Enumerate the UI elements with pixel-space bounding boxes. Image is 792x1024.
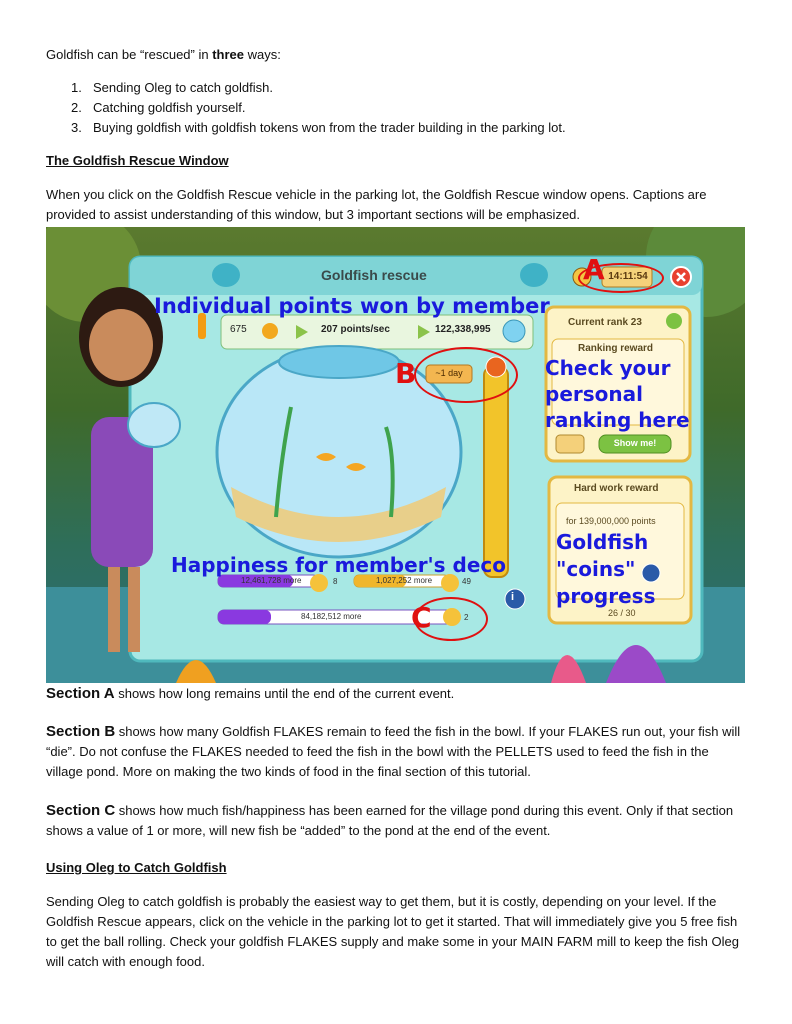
shell-icon bbox=[212, 263, 240, 287]
game-window-title: Goldfish rescue bbox=[321, 267, 427, 283]
list-text: Buying goldfish with goldfish tokens won from the trader building in the parking lot. bbox=[93, 120, 566, 135]
list-number: 3. bbox=[71, 120, 82, 135]
annotation-goldfish-coins: Goldfish "coins" progress bbox=[556, 530, 656, 608]
section-heading-rescue-window: The Goldfish Rescue Window bbox=[46, 153, 229, 168]
list-text: Sending Oleg to catch goldfish. bbox=[93, 80, 273, 95]
annotation-happiness: Happiness for member's deco bbox=[171, 553, 507, 577]
list-item bbox=[46, 98, 566, 118]
ways-list bbox=[46, 78, 566, 138]
section-c-text: shows how much fish/happiness has been earned for the village pond during this event. Only if that section shows a value of 1 or more, will new fish be “added” to the pond at the end of the event. bbox=[46, 803, 734, 838]
annotation-check-ranking: Check your personal ranking here bbox=[545, 356, 690, 432]
section-a-paragraph bbox=[46, 684, 746, 704]
girl-face bbox=[89, 309, 153, 381]
bowl-rim bbox=[279, 346, 399, 378]
info-mark: i bbox=[511, 591, 515, 603]
game-screenshot bbox=[46, 227, 745, 683]
happiness-bar-1-count: 8 bbox=[333, 577, 338, 586]
ranking-list-button[interactable] bbox=[556, 435, 584, 453]
rescue-window-paragraph: When you click on the Goldfish Rescue vehicle in the parking lot, the Goldfish Rescue window opens. Captions are provided to assist understanding of this window, but 3 important sections will be emphasized. bbox=[46, 187, 707, 222]
label-a: A bbox=[583, 253, 605, 286]
oleg-paragraph: Sending Oleg to catch goldfish is probably the easiest way to get them, but it is costly, depending on your level. If the Goldfish Rescue appears, click on the vehicle in the parking lot to get it started. That will immediately give you 5 free fish to get the ball rolling. Check your goldfish FLAKES supply and make some in your MAIN FARM mill to keep the fish Oleg will catch with enough food. bbox=[46, 894, 739, 969]
section-c-paragraph bbox=[46, 801, 746, 841]
pond-bar-count: 2 bbox=[464, 613, 469, 622]
happiness-bar-2-text: 1,027,252 more bbox=[376, 576, 433, 585]
annotation-individual-points: Individual points won by member bbox=[154, 294, 550, 318]
girl-leg bbox=[128, 567, 140, 652]
section-heading-oleg: Using Oleg to Catch Goldfish bbox=[46, 860, 227, 875]
highlight-b bbox=[414, 347, 518, 403]
section-c-label: Section C bbox=[46, 802, 116, 819]
list-text: Catching goldfish yourself. bbox=[93, 100, 246, 115]
stat-rate: 207 points/sec bbox=[321, 324, 390, 335]
hard-work-points: for 139,000,000 points bbox=[566, 516, 656, 526]
ranking-refresh-icon[interactable] bbox=[666, 313, 682, 329]
intro-prefix: Goldfish can be “rescued” in bbox=[46, 47, 213, 62]
current-rank: Current rank 23 bbox=[568, 317, 642, 328]
show-me-label[interactable]: Show me! bbox=[613, 438, 657, 448]
section-b-text: shows how many Goldfish FLAKES remain to feed the fish in the bowl. If your FLAKES run out, your fish will “die”. Do not confuse the FLAKES needed to feed the fish in the bowl with the PELLETS used to feed the fish in the village pond. More on making the two kinds of food in the final section of this tutorial. bbox=[46, 724, 741, 779]
pond-bar-fill bbox=[218, 610, 271, 624]
event-timer: 14:11:54 bbox=[608, 271, 648, 282]
stat-total: 122,338,995 bbox=[435, 324, 491, 335]
section-b-label: Section B bbox=[46, 723, 116, 740]
list-item bbox=[46, 78, 566, 98]
ranking-reward-label: Ranking reward bbox=[578, 343, 654, 354]
list-number: 2. bbox=[71, 100, 82, 115]
hard-work-reward-label: Hard work reward bbox=[574, 483, 659, 494]
fishbowl-icon bbox=[503, 320, 525, 342]
intro-bold: three bbox=[212, 47, 244, 62]
label-b: B bbox=[395, 357, 417, 390]
happiness-bar-2-count: 49 bbox=[462, 577, 471, 586]
info-button[interactable] bbox=[505, 589, 525, 609]
shell-icon bbox=[520, 263, 548, 287]
flakes-remaining: ~1 day bbox=[435, 368, 463, 378]
happiness-bar-1-text: 12,461,728 more bbox=[241, 576, 302, 585]
list-item bbox=[46, 118, 566, 138]
list-number: 1. bbox=[71, 80, 82, 95]
pond-bar-text: 84,182,512 more bbox=[301, 612, 362, 621]
girl-fishbowl bbox=[128, 403, 180, 447]
section-b-paragraph bbox=[46, 722, 746, 782]
goldfish-icon bbox=[262, 323, 278, 339]
coins-progress: 26 / 30 bbox=[608, 608, 636, 618]
intro-suffix: ways: bbox=[244, 47, 281, 62]
section-a-label: Section A bbox=[46, 685, 115, 702]
intro-paragraph bbox=[46, 45, 746, 65]
section-a-text: shows how long remains until the end of the current event. bbox=[114, 686, 455, 701]
stat-points-left: 675 bbox=[230, 324, 247, 335]
label-c: C bbox=[411, 601, 432, 634]
girl-leg bbox=[108, 567, 120, 652]
